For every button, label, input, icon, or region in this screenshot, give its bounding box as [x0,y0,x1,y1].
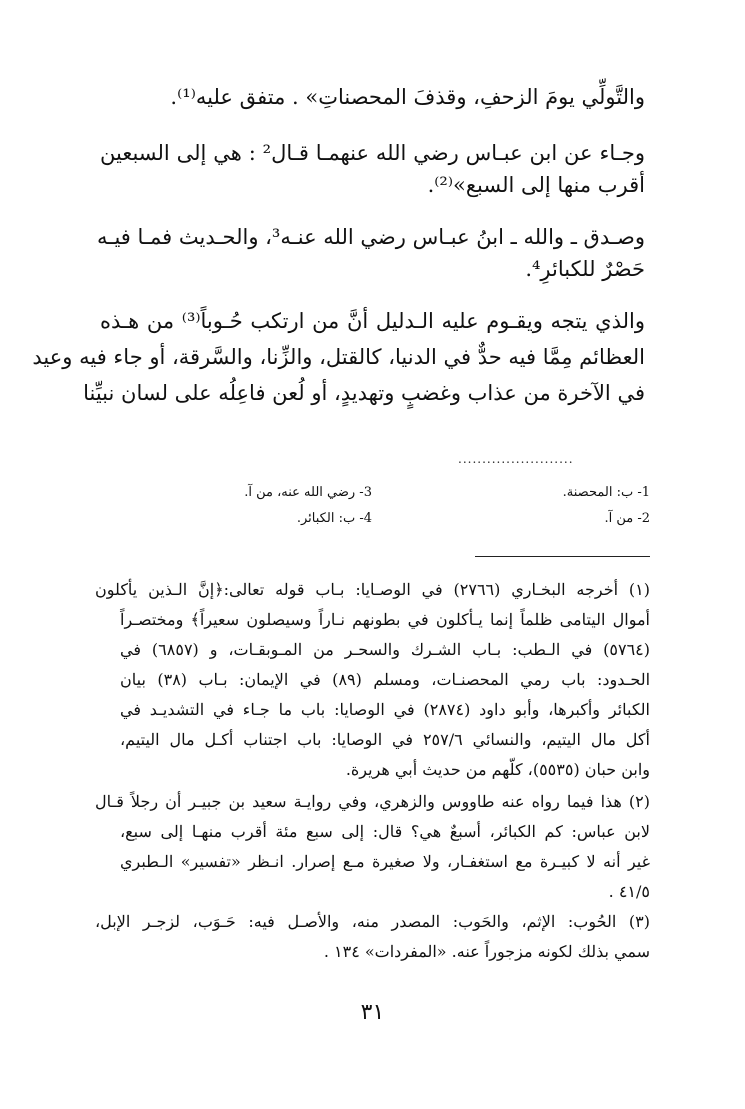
footnote-line: (٣) الحُوب: الإثم، والحَوب: المصدر منه، والأصـل فيه: حَـوَب، لزجـر الإبل، [95,912,650,931]
main-text-line: والتَّولِّي يومَ الزحفِ، وقذفَ المحصناتِ» . متفق عليه⁽¹⁾. [170,85,645,109]
footnote-line: الحـدود: باب رمي المحصنـات، ومسلم (٨٩) في الإيمان: بـاب (٣٨) بيان [120,670,651,689]
variant-note: 2- من آ. [604,511,650,526]
footnote-line: غير أنه لا كبيـرة مع استغفـار، ولا صغيرة مـع إصرار. انـظر «تفسير» الـطبري [120,852,650,871]
footnote-line: (٢) هذا فيما رواه عنه طاووس والزهري، وفي روايـة سعيد بن جبيـر أن رجلاً قـال [95,792,650,811]
footnote-line: أكل مال اليتيم، والنسائي ٢٥٧/٦ في الوصايا: باب اجتناب أكـل مال اليتيم، [120,730,650,749]
main-text-line: حَصْرٌ للكبائرِ⁴. [525,257,645,281]
main-text-line: وصـدق ـ والله ـ ابنُ عبـاس رضي الله عنـه³، والحـديث فمـا فيـه [97,225,645,249]
main-text-line: في الآخرة من عذاب وغضبٍ وتهديدٍ، أو لُعن فاعِلُه على لسان نبيِّنا [83,381,645,405]
main-text-line: العظائم مِمَّا فيه حدٌّ في الدنيا، كالقتل، والزِّنا، والسَّرقة، أو جاء فيه وعيد [32,345,645,369]
footnote-line: الكبائر وأكبرها، وأبو داود (٢٨٧٤) في الوصايا: باب ما جـاء في التشديـد في [120,700,650,719]
main-text-line: والذي يتجه ويقـوم عليه الـدليل أنَّ من ارتكب حُـوباً⁽³⁾ من هـذه [100,309,645,333]
footnote-line: وابن حبان (٥٥٣٥)، كلّهم من حديث أبي هريرة. [345,760,650,779]
variant-note: 1- ب: المحصنة. [562,485,650,500]
variant-note: 3- رضي الله عنه، من آ. [244,485,372,500]
dotted-separator: ........................ [458,452,574,466]
footnote-line: (٥٧٦٤) في الـطب: بـاب الشـرك والسحـر من المـوبقـات، و (٦٨٥٧) في [120,640,651,659]
footnote-line: (١) أخرجه البخـاري (٢٧٦٦) في الوصـايا: بـاب قوله تعالى:﴿إنَّ الـذين يأكلون [95,580,650,599]
footnote-line: لابن عباس: كم الكبائر، أسبعٌ هي؟ قال: إلى سبع مئة أقرب منهـا إلى سبع، [120,822,650,841]
page-number: ٣١ [360,1000,385,1025]
footnote-line: سمي بذلك لكونه مزجوراً عنه. «المفردات» ١٣٤ . [323,942,650,961]
main-text-line: وجـاء عن ابن عبـاس رضي الله عنهمـا قـال² : هي إلى السبعين [100,141,645,165]
main-text-line: أقرب منها إلى السبع»⁽²⁾. [427,173,645,197]
footnote-line: ٤١/٥ . [608,882,650,901]
footnote-separator [475,556,650,557]
footnote-line: أموال اليتامى ظلماً إنما يـأكلون في بطونهم نـاراً وسيصلون سعيراً﴾ ومختصـراً [120,610,651,629]
variant-note: 4- ب: الكبائر. [296,511,372,526]
